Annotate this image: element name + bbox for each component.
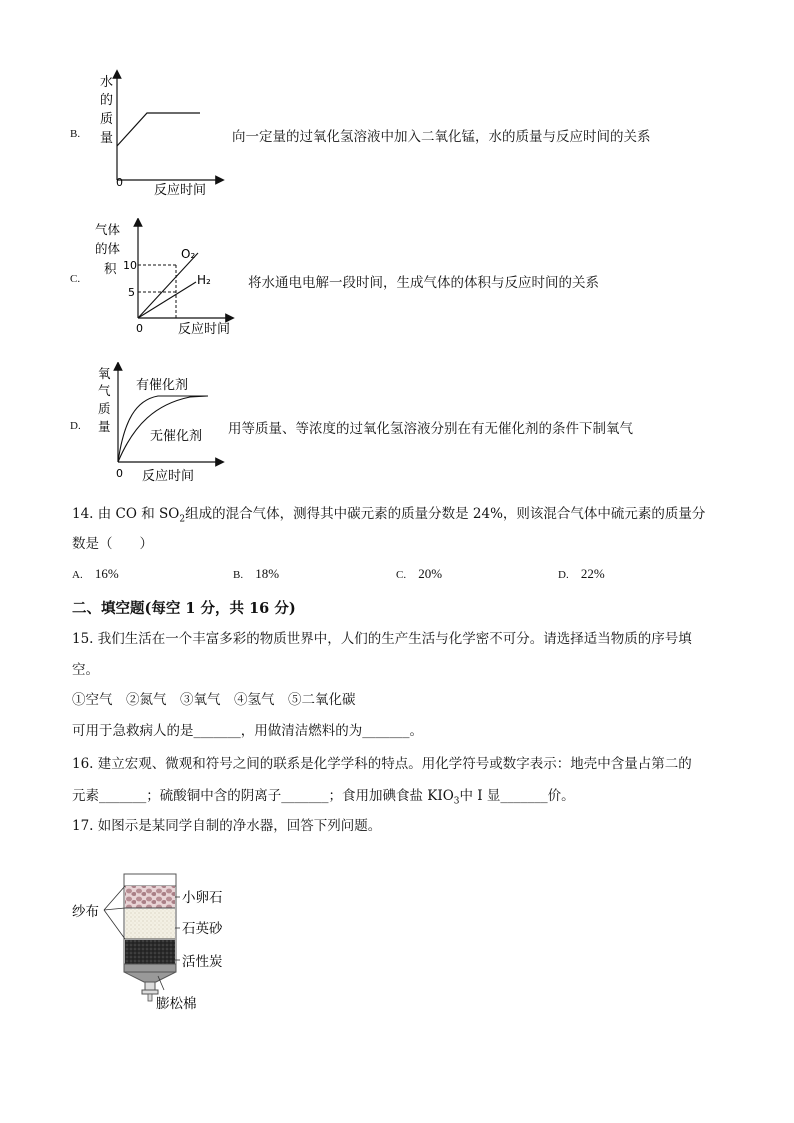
gauze-label: 纱布 bbox=[72, 904, 99, 920]
q15-line2: 空。 bbox=[72, 662, 99, 678]
option-d-letter: D. bbox=[70, 420, 81, 432]
q14-option-d[interactable] bbox=[558, 566, 605, 582]
xlabel: 反应时间 bbox=[142, 469, 195, 484]
option-d-graph bbox=[90, 362, 230, 487]
q16-line1: 16. 建立宏观、微观和符号之间的联系是化学学科的特点。用化学符号或数字表示：地壳中含量占第二的 bbox=[72, 756, 692, 772]
container-top bbox=[124, 874, 176, 886]
ylabel-line: 气体 bbox=[95, 222, 121, 237]
q15-line4: 可用于急救病人的是_______，用做清洁燃料的为_______。 bbox=[72, 723, 423, 739]
option-letter: B. bbox=[233, 569, 244, 581]
ylabel-char: 氧 bbox=[98, 366, 111, 381]
o2-label: O₂ bbox=[181, 247, 196, 261]
origin-label: 0 bbox=[136, 322, 143, 335]
xlabel: 反应时间 bbox=[154, 183, 207, 198]
option-letter: D. bbox=[558, 569, 569, 581]
o2-line bbox=[138, 253, 198, 318]
option-text: 18% bbox=[255, 566, 280, 581]
q14-text: 14. 由 CO 和 SO bbox=[72, 506, 180, 522]
tap-spout bbox=[148, 994, 152, 1001]
option-c-letter: C. bbox=[70, 273, 81, 285]
option-b-letter: B. bbox=[70, 128, 81, 140]
q14-line2: 数是（ ） bbox=[72, 536, 153, 552]
ylabel-char: 气 bbox=[98, 383, 111, 398]
q16-line2 bbox=[72, 786, 575, 812]
xlabel: 反应时间 bbox=[178, 322, 231, 337]
q16-text: 中 I 显_______价。 bbox=[459, 788, 575, 804]
ylabel-char: 的 bbox=[100, 93, 114, 108]
h2-label: H₂ bbox=[197, 273, 211, 287]
ylabel-char: 水 bbox=[100, 75, 114, 90]
carbon-layer bbox=[125, 940, 175, 964]
option-b-description: 向一定量的过氧化氢溶液中加入二氧化锰，水的质量与反应时间的关系 bbox=[232, 129, 651, 145]
water-purifier-figure bbox=[66, 864, 266, 1019]
pebbles-label: 小卵石 bbox=[182, 890, 223, 906]
origin-label: 0 bbox=[116, 467, 123, 480]
q15-line1: 15. 我们生活在一个丰富多彩的物质世界中，人们的生产生活与化学密不可分。请选择适当物质的序号填 bbox=[72, 631, 692, 647]
option-letter: C. bbox=[396, 569, 407, 581]
pebble-layer bbox=[125, 886, 175, 908]
carbon-label: 活性炭 bbox=[182, 954, 223, 970]
q15-items: ①空气 ②氮气 ③氧气 ④氢气 ⑤二氧化碳 bbox=[72, 692, 356, 708]
gauze-pointer bbox=[104, 908, 125, 910]
ylabel-char: 量 bbox=[98, 419, 111, 434]
catalyst-label: 有催化剂 bbox=[136, 378, 189, 393]
option-letter: A. bbox=[72, 569, 83, 581]
ylabel-char: 量 bbox=[100, 131, 114, 146]
q16-text: 元素_______；硫酸铜中含的阴离子_______；食用加碘食盐 KIO bbox=[72, 788, 454, 804]
option-c-description: 将水通电电解一段时间，生成气体的体积与反应时间的关系 bbox=[248, 275, 599, 291]
cotton-label: 膨松棉 bbox=[156, 996, 197, 1012]
container-neck bbox=[124, 964, 176, 982]
subscript: 3 bbox=[453, 796, 460, 807]
water-mass-curve bbox=[117, 113, 200, 146]
option-c-graph bbox=[90, 218, 250, 340]
ylabel-line: 的体 bbox=[95, 241, 121, 256]
tap-handle bbox=[142, 990, 158, 994]
option-d-description: 用等质量、等浓度的过氧化氢溶液分别在有无催化剂的条件下制氧气 bbox=[228, 421, 633, 437]
h2-line bbox=[138, 282, 196, 318]
q14-text: 组成的混合气体，测得其中碳元素的质量分数是 24%，则该混合气体中硫元素的质量分 bbox=[185, 506, 706, 522]
tap bbox=[145, 982, 155, 990]
option-b-graph bbox=[90, 68, 230, 198]
tick-5: 5 bbox=[128, 286, 135, 299]
option-text: 16% bbox=[94, 566, 119, 581]
tick-10: 10 bbox=[123, 259, 137, 272]
origin-label: 0 bbox=[116, 176, 123, 189]
subscript: 2 bbox=[179, 514, 186, 525]
q14-option-a[interactable] bbox=[72, 566, 119, 582]
ylabel-line: 积 bbox=[104, 261, 117, 276]
q17-line1: 17. 如图示是某同学自制的净水器，回答下列问题。 bbox=[72, 818, 382, 834]
sand-label: 石英砂 bbox=[182, 921, 223, 937]
no-catalyst-label: 无催化剂 bbox=[150, 429, 203, 444]
gauze-pointer bbox=[104, 886, 125, 910]
ylabel-char: 质 bbox=[98, 401, 111, 416]
option-text: 20% bbox=[418, 566, 443, 581]
option-text: 22% bbox=[580, 566, 605, 581]
q14-option-c[interactable] bbox=[396, 566, 442, 582]
q14-line1 bbox=[72, 504, 705, 530]
sand-layer bbox=[125, 909, 175, 939]
q14-option-b[interactable] bbox=[233, 566, 279, 582]
ylabel-char: 质 bbox=[100, 112, 114, 127]
gauze-pointer bbox=[104, 910, 125, 939]
section-heading: 二、填空题(每空 1 分，共 16 分) bbox=[72, 600, 296, 617]
